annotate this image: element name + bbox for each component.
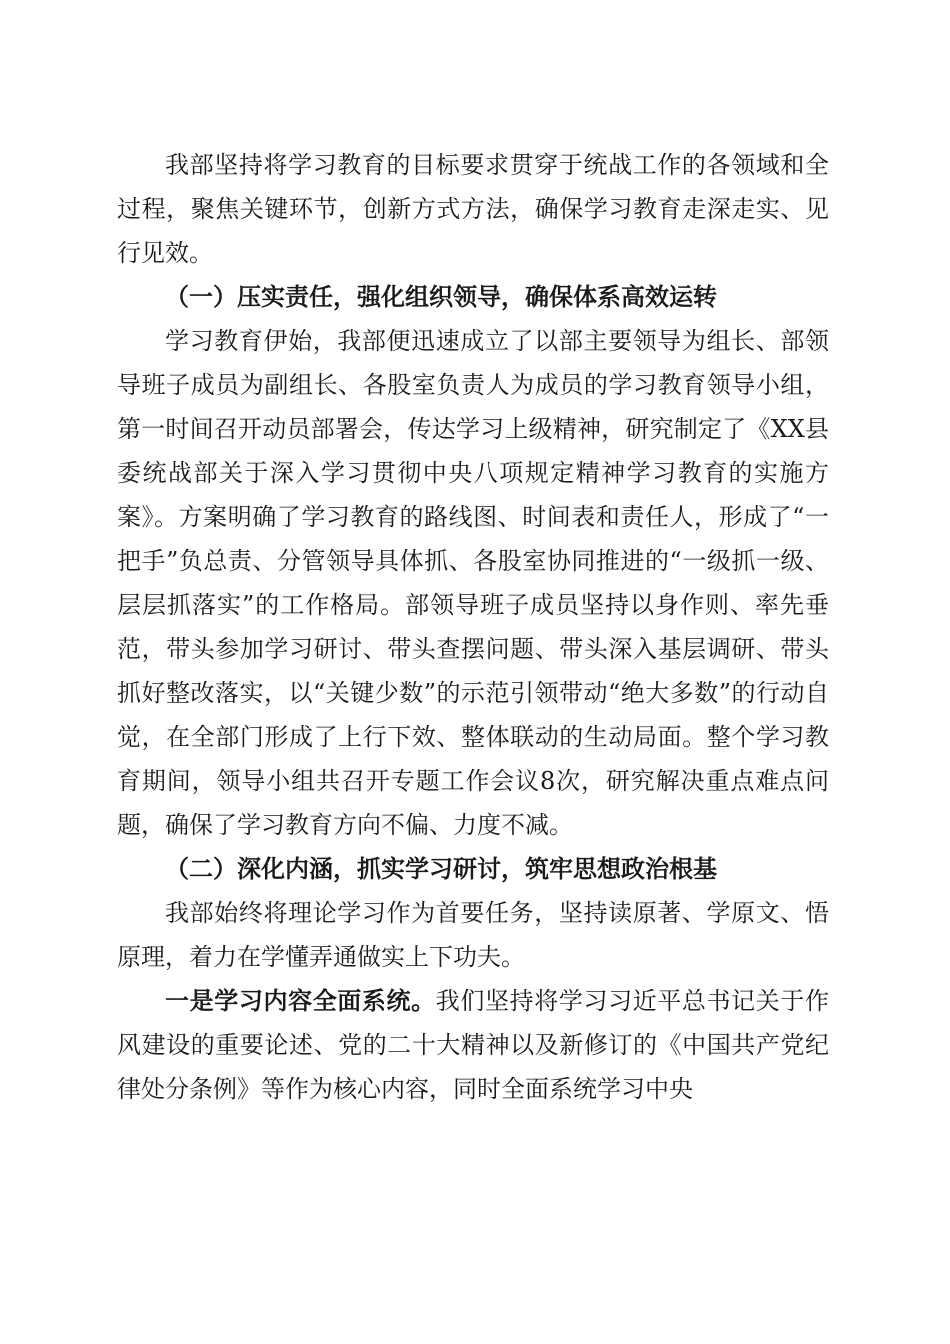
intro-paragraph: 我部坚持将学习教育的目标要求贯穿于统战工作的各领域和全过程，聚焦关键环节，创新方式方法，确保学习教育走深走实、见行见效。: [117, 151, 829, 267]
section-1-paragraph: 学习教育伊始，我部便迅速成立了以部主要领导为组长、部领导班子成员为副组长、各股室负责人为成员的学习教育领导小组，第一时间召开动员部署会，传达学习上级精神，研究制定了《XX县委统战部关于深入学习贯彻中央八项规定精神学习教育的实施方案》。方案明确了学习教育的路线图、时间表和责任人，形成了“一把手”负总责、分管领导具体抓、各股室协同推进的“一级抓一级、层层抓落实”的工作格局。部领导班子成员坚持以身作则、率先垂范，带头参加学习研讨、带头查摆问题、带头深入基层调研、带头抓好整改落实，以“关键少数”的示范引领带动“绝大多数”的行动自觉，在全部门形成了上行下效、整体联动的生动局面。整个学习教育期间，领导小组共召开专题工作会议8次，研究解决重点难点问题，确保了学习教育方向不偏、力度不减。: [117, 327, 829, 839]
point-1-lead: 一是学习内容全面系统。: [165, 986, 436, 1015]
section-heading-2: （二）深化内涵，抓实学习研讨，筑牢思想政治根基: [165, 854, 717, 883]
section-2-point-1-paragraph: [117, 979, 829, 1111]
section-2-intro-paragraph: 我部始终将理论学习作为首要任务，坚持读原著、学原文、悟原理，着力在学懂弄通做实上下功夫。: [117, 899, 829, 971]
point-1-body: 我们坚持将学习习近平总书记关于作风建设的重要论述、党的二十大精神以及新修订的《中国共产党纪律处分条例》等作为核心内容，同时全面系统学习中央: [117, 987, 830, 1103]
document-body: [117, 143, 829, 1111]
section-heading-1: （一）压实责任，强化组织领导，确保体系高效运转: [165, 282, 717, 311]
